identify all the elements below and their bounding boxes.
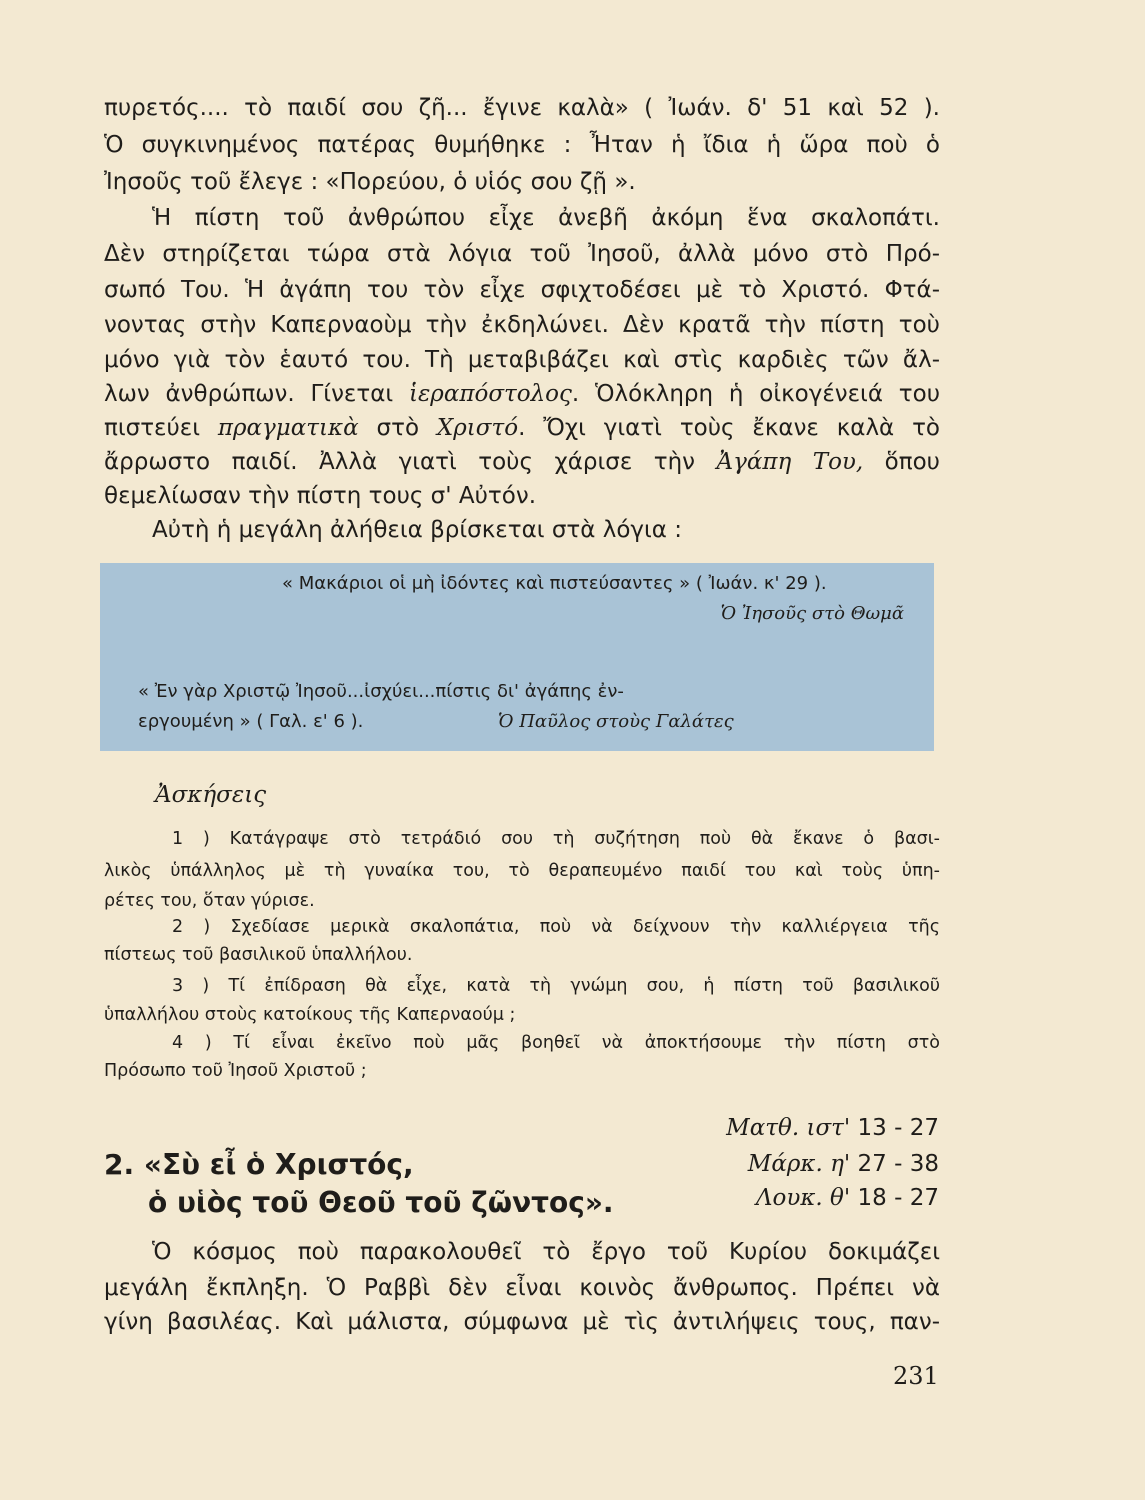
exercise-line: 4 ) Τί εἶναι ἐκεῖνο ποὺ μᾶς βοηθεῖ νὰ ἀποκτήσουμε τὴν πίστη στὸ bbox=[172, 1033, 940, 1053]
reference-matthew bbox=[726, 1111, 939, 1145]
body-line-2: Ὁ συγκινημένος πατέρας θυμήθηκε : Ἦταν ἡ ἴδια ἡ ὥρα ποὺ ὁ bbox=[104, 132, 940, 158]
italic-term: ἱεραπόστολος bbox=[408, 381, 572, 407]
quote-2-attribution: Ὁ Παῦλος στοὺς Γαλάτες bbox=[498, 711, 734, 732]
section-heading-line-2: ὁ υἱὸς τοῦ Θεοῦ τοῦ ζῶντος». bbox=[148, 1186, 614, 1219]
exercise-line: 2 ) Σχεδίασε μερικὰ σκαλοπάτια, ποὺ νὰ δείχνουν τὴν καλλιέργεια τῆς bbox=[172, 917, 940, 937]
reference-book: Ματθ. ιστ' bbox=[726, 1115, 851, 1141]
reference-verses: 13 - 27 bbox=[857, 1115, 939, 1141]
reference-book: Μάρκ. η' bbox=[747, 1151, 851, 1177]
quote-1-text: « Μακάριοι οἱ μὴ ἰδόντες καὶ πιστεύσαντες » ( Ἰωάν. κ' 29 ). bbox=[282, 573, 827, 594]
text-run: . Ὁλόκληρη ἡ οἰκογένειά του bbox=[571, 381, 940, 407]
exercise-line: 1 ) Κατάγραψε στὸ τετράδιό σου τὴ συζήτηση ποὺ θὰ ἔκανε ὁ βασι- bbox=[172, 829, 940, 849]
reference-luke bbox=[756, 1181, 939, 1215]
body-line-4: Ἡ πίστη τοῦ ἀνθρώπου εἶχε ἀνεβῆ ἀκόμη ἕνα σκαλοπάτι. bbox=[152, 205, 940, 231]
quote-2-line-2: εργουμένη » ( Γαλ. ε' 6 ). bbox=[138, 711, 364, 732]
text-run: . Ὄχι γιατὶ τοὺς ἔκανε καλὰ τὸ bbox=[518, 415, 940, 441]
body-line-9 bbox=[104, 378, 940, 411]
reference-verses: 27 - 38 bbox=[857, 1151, 939, 1177]
reference-mark bbox=[748, 1147, 939, 1181]
text-run: ὅπου bbox=[863, 449, 940, 475]
reference-book: Λουκ. θ' bbox=[755, 1185, 851, 1211]
exercise-line: πίστεως τοῦ βασιλικοῦ ὑπαλλήλου. bbox=[104, 945, 413, 965]
exercise-line: 3 ) Τί ἐπίδραση θὰ εἶχε, κατὰ τὴ γνώμη σου, ἡ πίστη τοῦ βασιλικοῦ bbox=[172, 976, 940, 996]
body-bottom-line-2: μεγάλη ἔκπληξη. Ὁ Ραββὶ δὲν εἶναι κοινὸς ἄνθρωπος. Πρέπει νὰ bbox=[104, 1275, 940, 1301]
italic-term: Χριστό bbox=[436, 415, 519, 441]
body-line-8: μόνο γιὰ τὸν ἑαυτό του. Τὴ μεταβιβάζει καὶ στὶς καρδιὲς τῶν ἄλ- bbox=[104, 347, 940, 373]
text-run: λων ἀνθρώπων. Γίνεται bbox=[104, 381, 409, 407]
reference-verses: 18 - 27 bbox=[857, 1185, 939, 1211]
body-bottom-line-1: Ὁ κόσμος ποὺ παρακολουθεῖ τὸ ἔργο τοῦ Κυρίου δοκιμάζει bbox=[152, 1239, 940, 1265]
quote-1-attribution: Ὁ Ἰησοῦς στὸ Θωμᾶ bbox=[720, 603, 904, 624]
text-run: πιστεύει bbox=[104, 415, 218, 441]
body-line-13: Αὐτὴ ἡ μεγάλη ἀλήθεια βρίσκεται στὰ λόγια : bbox=[152, 517, 683, 543]
body-line-3: Ἰησοῦς τοῦ ἔλεγε : «Πορεύου, ὁ υἱός σου ζῇ ». bbox=[104, 169, 636, 195]
exercises-title: Ἀσκήσεις bbox=[155, 782, 267, 808]
exercise-line: λικὸς ὑπάλληλος μὲ τὴ γυναίκα του, τὸ θεραπευμένο παιδί του καὶ τοὺς ὑπη- bbox=[104, 861, 940, 881]
italic-term: πραγματικὰ bbox=[217, 415, 359, 441]
body-line-10 bbox=[104, 412, 940, 445]
body-line-5: Δὲν στηρίζεται τώρα στὰ λόγια τοῦ Ἰησοῦ, ἀλλὰ μόνο στὸ Πρό- bbox=[104, 241, 940, 267]
body-line-11 bbox=[104, 446, 940, 479]
body-bottom-line-3: γίνη βασιλέας. Καὶ μάλιστα, σύμφωνα μὲ τὶς ἀντιλήψεις τους, παν- bbox=[104, 1309, 940, 1335]
body-line-6: σωπό Του. Ἡ ἀγάπη του τὸν εἶχε σφιχτοδέσει μὲ τὸ Χριστό. Φτά- bbox=[104, 277, 940, 303]
body-line-1: πυρετός.... τὸ παιδί σου ζῆ... ἔγινε καλὰ» ( Ἰωάν. δ' 51 καὶ 52 ). bbox=[104, 95, 940, 121]
section-heading-line-1: 2. «Σὺ εἶ ὁ Χριστός, bbox=[104, 1148, 414, 1181]
exercise-line: Πρόσωπο τοῦ Ἰησοῦ Χριστοῦ ; bbox=[104, 1061, 367, 1081]
exercise-line: ρέτες του, ὅταν γύρισε. bbox=[104, 891, 315, 911]
page-number: 231 bbox=[893, 1362, 939, 1390]
italic-term: Ἀγάπη Του, bbox=[716, 449, 864, 475]
body-line-12: θεμελίωσαν τὴν πίστη τους σ' Αὐτόν. bbox=[104, 483, 537, 509]
exercise-line: ὑπαλλήλου στοὺς κατοίκους τῆς Καπερναούμ ; bbox=[104, 1005, 516, 1025]
scripture-quote-box bbox=[100, 563, 934, 751]
quote-2-line-1: « Ἐν γὰρ Χριστῷ Ἰησοῦ...ἰσχύει...πίστις δι' ἀγάπης ἐν- bbox=[138, 681, 624, 702]
text-run: στὸ bbox=[358, 415, 437, 441]
text-run: ἄρρωστο παιδί. Ἀλλὰ γιατὶ τοὺς χάρισε τὴν bbox=[104, 449, 717, 475]
body-line-7: νοντας στὴν Καπερναοὺμ τὴν ἐκδηλώνει. Δὲν κρατᾶ τὴν πίστη τοὺ bbox=[104, 312, 940, 338]
